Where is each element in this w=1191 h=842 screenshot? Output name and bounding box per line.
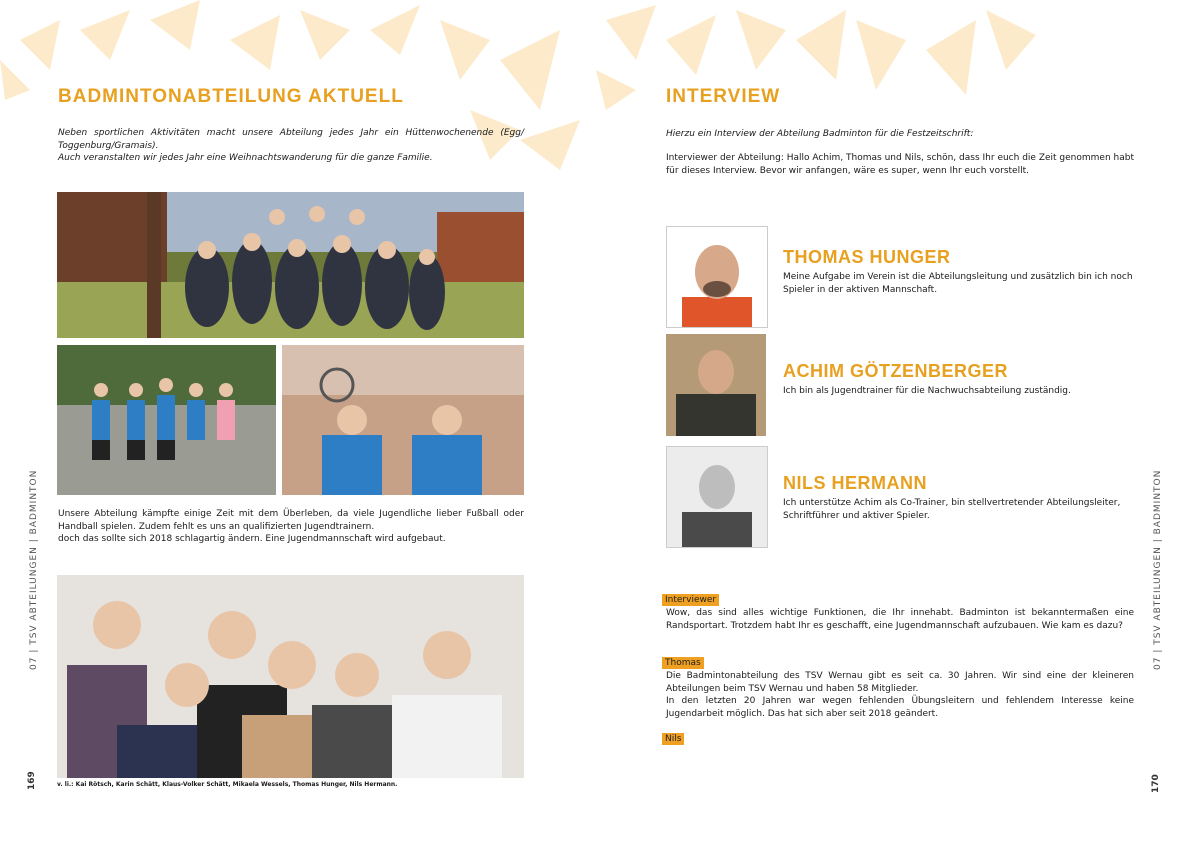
right-page xyxy=(596,0,1191,842)
side-label: 07 | TSV ABTEILUNGEN | BADMINTON xyxy=(29,469,39,670)
page-number: 169 xyxy=(27,771,37,790)
intro-text xyxy=(58,127,524,165)
side-label: 07 | TSV ABTEILUNGEN | BADMINTON xyxy=(1153,469,1163,670)
team-portrait-photo xyxy=(57,575,524,778)
speaker-tag-thomas: Thomas xyxy=(662,657,704,669)
person-name-achim: ACHIM GÖTZENBERGER xyxy=(783,361,1008,381)
person-text-nils: Ich unterstütze Achim als Co-Trainer, bin stellvertretender Abteilungsleiter, Schriftführer und aktiver Spieler. xyxy=(783,498,1121,521)
qa-text-thomas xyxy=(666,670,1134,720)
page-number: 170 xyxy=(1151,774,1161,793)
speaker-tag-interviewer: Interviewer xyxy=(662,594,719,606)
qa-text-interviewer: Wow, das sind alles wichtige Funktionen, die Ihr innehabt. Badminton ist bekanntermaßen eine Randsportart. Trotzdem habt Ihr es geschafft, eine Jugendmannschaft aufzubauen. Wie kam es dazu? xyxy=(666,608,1134,631)
thomas-portrait xyxy=(666,226,768,328)
festival-photo xyxy=(282,345,524,495)
photo-caption: v. li.: Kai Rötsch, Karin Schätt, Klaus-Volker Schätt, Mikaela Wessels, Thomas Hunger, Nils Hermann. xyxy=(57,781,398,788)
body-line-2: doch das sollte sich 2018 schlagartig ändern. Eine Jugendmannschaft wird aufgebaut. xyxy=(58,534,446,544)
youth-team-photo xyxy=(57,345,276,495)
qa-thomas-line-1: Die Badmintonabteilung des TSV Wernau gibt es seit ca. 30 Jahren. Wir sind eine der kleineren Abteilungen beim TSV Wernau und haben 58 Mitglieder. xyxy=(666,671,1134,694)
interview-intro: Hierzu ein Interview der Abteilung Badminton für die Festzeitschrift: xyxy=(666,129,974,139)
speaker-tag-nils: Nils xyxy=(662,733,684,745)
body-line-1: Unsere Abteilung kämpfte einige Zeit mit dem Überleben, da viele Jugendliche lieber Fußball oder Handball spielen. Zudem fehlt es uns an qualifizierten Jugendtrainern. xyxy=(58,509,524,532)
left-page xyxy=(0,0,595,842)
intro-line-1: Neben sportlichen Aktivitäten macht unsere Abteilung jedes Jahr ein Hüttenwochenende (Egg/ Toggenburg/Gramais). xyxy=(58,128,524,151)
group-photo-outdoor xyxy=(57,192,524,338)
person-name-nils: NILS HERMANN xyxy=(783,473,927,493)
person-text-thomas: Meine Aufgabe im Verein ist die Abteilungsleitung und zusätzlich bin ich noch Spieler in der aktiven Mannschaft. xyxy=(783,272,1133,295)
achim-portrait xyxy=(666,334,766,436)
person-text-achim: Ich bin als Jugendtrainer für die Nachwuchsabteilung zuständig. xyxy=(783,386,1071,396)
interview-lead: Interviewer der Abteilung: Hallo Achim, Thomas und Nils, schön, dass Ihr euch die Zeit genommen habt für dieses Interview. Bevor wir anfangen, wäre es super, wenn Ihr euch vorstellt. xyxy=(666,153,1134,176)
qa-thomas-line-2: In den letzten 20 Jahren war wegen fehlenden Übungsleitern und fehlendem Interesse keine Jugendarbeit möglich. Das hat sich aber seit 2018 geändert. xyxy=(666,696,1134,719)
page-title: INTERVIEW xyxy=(666,86,781,107)
intro-line-2: Auch veranstalten wir jedes Jahr eine Weihnachtswanderung für die ganze Familie. xyxy=(58,153,433,163)
nils-portrait xyxy=(666,446,768,548)
person-name-thomas: THOMAS HUNGER xyxy=(783,247,951,267)
body-text xyxy=(58,508,524,546)
page-title: BADMINTONABTEILUNG AKTUELL xyxy=(58,86,404,107)
